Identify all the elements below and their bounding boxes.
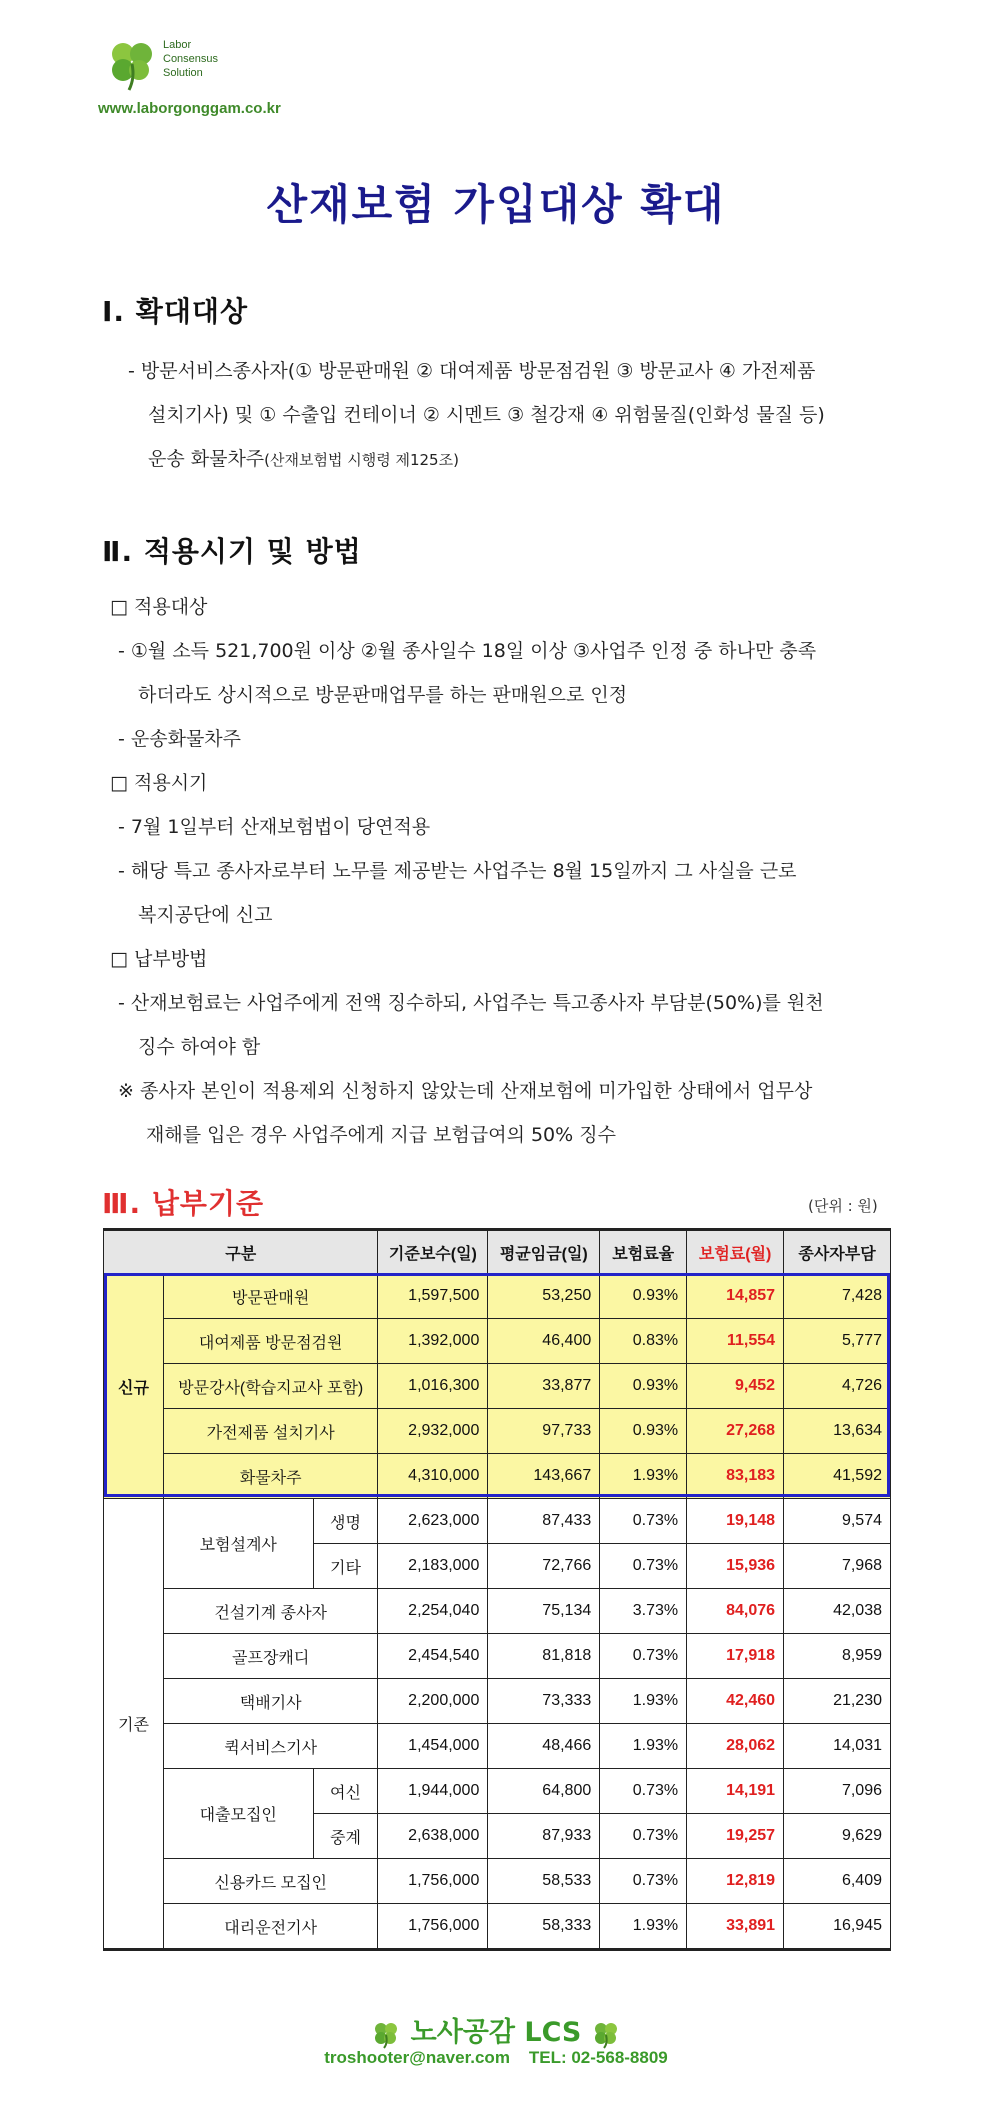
- old-row-avg-wage: 87,433: [488, 1499, 600, 1544]
- old-row-worker-share: 42,038: [784, 1589, 891, 1634]
- section1-line-3: [148, 444, 459, 471]
- row-category: 퀵서비스기사: [163, 1724, 378, 1769]
- table-row: [104, 1859, 891, 1904]
- section3-heading: Ⅲ. 납부기준: [102, 1187, 265, 1220]
- new-row-premium: 14,857: [687, 1274, 784, 1319]
- new-row-avg-wage: 46,400: [488, 1319, 600, 1364]
- old-row-premium: 15,936: [687, 1544, 784, 1589]
- new-row-rate: 0.93%: [600, 1364, 687, 1409]
- old-row-avg-wage: 64,800: [488, 1769, 600, 1814]
- row-category: 대출모집인: [163, 1769, 313, 1859]
- table-row: [104, 1769, 891, 1814]
- old-row-worker-share: 9,574: [784, 1499, 891, 1544]
- row-category: 대여제품 방문점검원: [163, 1319, 378, 1364]
- row-category: 신용카드 모집인: [163, 1859, 378, 1904]
- section2-line-7: - 해당 특고 종사자로부터 노무를 제공받는 사업주는 8월 15일까지 그 사실을 근로: [118, 860, 797, 882]
- clover-icon: [591, 2019, 621, 2049]
- new-row-avg-wage: 97,733: [488, 1409, 600, 1454]
- old-row-avg-wage: 81,818: [488, 1634, 600, 1679]
- logo-text: [163, 38, 218, 80]
- row-category: 가전제품 설치기사: [163, 1409, 378, 1454]
- row-category: 대리운전기사: [163, 1904, 378, 1950]
- new-row-avg-wage: 143,667: [488, 1454, 600, 1499]
- section1-line-1: - 방문서비스종사자(① 방문판매원 ② 대여제품 방문점검원 ③ 방문교사 ④ 가전제품: [128, 360, 816, 382]
- header-avg-wage: 평균임금(일): [488, 1230, 600, 1274]
- footer-brand-text: 노사공감 LCS: [410, 2017, 582, 2048]
- old-row-worker-share: 21,230: [784, 1679, 891, 1724]
- old-row-avg-wage: 58,533: [488, 1859, 600, 1904]
- table-row: [104, 1274, 891, 1319]
- old-row-premium: 42,460: [687, 1679, 784, 1724]
- row-category: 화물차주: [163, 1454, 378, 1499]
- row-subcategory: 기타: [313, 1544, 378, 1589]
- header-base-pay: 기준보수(일): [378, 1230, 488, 1274]
- new-row-worker-share: 41,592: [784, 1454, 891, 1499]
- new-row-avg-wage: 33,877: [488, 1364, 600, 1409]
- new-row-base-pay: 2,932,000: [378, 1409, 488, 1454]
- new-row-rate: 0.93%: [600, 1274, 687, 1319]
- new-row-worker-share: 7,428: [784, 1274, 891, 1319]
- old-row-avg-wage: 58,333: [488, 1904, 600, 1950]
- section2-line-1: □ 적용대상: [110, 596, 208, 618]
- new-row-premium: 83,183: [687, 1454, 784, 1499]
- table-row: [104, 1454, 891, 1499]
- old-row-worker-share: 6,409: [784, 1859, 891, 1904]
- new-row-premium: 27,268: [687, 1409, 784, 1454]
- old-row-base-pay: 1,756,000: [378, 1859, 488, 1904]
- row-category: 방문강사(학습지교사 포함): [163, 1364, 378, 1409]
- old-row-rate: 0.73%: [600, 1814, 687, 1859]
- old-row-rate: 3.73%: [600, 1589, 687, 1634]
- old-row-rate: 0.73%: [600, 1634, 687, 1679]
- table-header-row: [104, 1230, 891, 1274]
- new-row-premium: 9,452: [687, 1364, 784, 1409]
- row-category: 골프장캐디: [163, 1634, 378, 1679]
- old-row-rate: 0.73%: [600, 1769, 687, 1814]
- section2-line-11: 징수 하여야 함: [138, 1036, 261, 1058]
- group-new-label: 신규: [104, 1274, 164, 1499]
- old-row-premium: 14,191: [687, 1769, 784, 1814]
- old-row-worker-share: 16,945: [784, 1904, 891, 1950]
- new-row-avg-wage: 53,250: [488, 1274, 600, 1319]
- section2-line-2: - ①월 소득 521,700원 이상 ②월 종사일수 18일 이상 ③사업주 인정 중 하나만 충족: [118, 640, 817, 662]
- new-row-rate: 0.83%: [600, 1319, 687, 1364]
- old-row-rate: 1.93%: [600, 1724, 687, 1769]
- old-row-base-pay: 1,454,000: [378, 1724, 488, 1769]
- law-reference: (산재보험법 시행령 제125조): [264, 451, 459, 469]
- logo-line-3: Solution: [163, 67, 203, 79]
- row-subcategory: 중계: [313, 1814, 378, 1859]
- old-row-base-pay: 2,623,000: [378, 1499, 488, 1544]
- section2-line-12: ※ 종사자 본인이 적용제외 신청하지 않았는데 산재보험에 미가입한 상태에서 업무상: [118, 1080, 813, 1102]
- footer-brand: [0, 2010, 992, 2049]
- row-category: 보험설계사: [163, 1499, 313, 1589]
- table-row: [104, 1904, 891, 1950]
- header-category: 구분: [104, 1230, 378, 1274]
- table-row: [104, 1499, 891, 1544]
- footer-tel: TEL: 02-568-8809: [528, 2048, 668, 2067]
- header-rate: 보험료율: [600, 1230, 687, 1274]
- old-row-base-pay: 1,756,000: [378, 1904, 488, 1950]
- old-row-avg-wage: 75,134: [488, 1589, 600, 1634]
- new-row-worker-share: 4,726: [784, 1364, 891, 1409]
- old-row-premium: 28,062: [687, 1724, 784, 1769]
- section2-line-4: - 운송화물차주: [118, 728, 242, 750]
- footer-contact: [0, 2048, 992, 2068]
- row-subcategory: 여신: [313, 1769, 378, 1814]
- old-row-worker-share: 8,959: [784, 1634, 891, 1679]
- old-row-base-pay: 2,200,000: [378, 1679, 488, 1724]
- table-row: [104, 1634, 891, 1679]
- old-row-premium: 19,148: [687, 1499, 784, 1544]
- old-row-avg-wage: 73,333: [488, 1679, 600, 1724]
- row-category: 건설기계 종사자: [163, 1589, 378, 1634]
- old-row-base-pay: 1,944,000: [378, 1769, 488, 1814]
- new-row-rate: 1.93%: [600, 1454, 687, 1499]
- section1-line-3-text: 운송 화물차주: [148, 448, 265, 470]
- page-title: 산재보험 가입대상 확대: [266, 180, 726, 229]
- section1-heading: Ⅰ. 확대대상: [102, 295, 248, 328]
- row-category: 방문판매원: [163, 1274, 378, 1319]
- unit-label: (단위 : 원): [808, 1197, 878, 1215]
- row-subcategory: 생명: [313, 1499, 378, 1544]
- old-row-premium: 19,257: [687, 1814, 784, 1859]
- old-row-rate: 1.93%: [600, 1904, 687, 1950]
- clover-icon: [105, 36, 161, 92]
- table-row: [104, 1589, 891, 1634]
- new-row-worker-share: 5,777: [784, 1319, 891, 1364]
- new-row-worker-share: 13,634: [784, 1409, 891, 1454]
- new-row-base-pay: 1,016,300: [378, 1364, 488, 1409]
- table-row: [104, 1724, 891, 1769]
- table-row: [104, 1319, 891, 1364]
- old-row-rate: 1.93%: [600, 1679, 687, 1724]
- old-row-base-pay: 2,638,000: [378, 1814, 488, 1859]
- old-row-premium: 33,891: [687, 1904, 784, 1950]
- old-row-avg-wage: 72,766: [488, 1544, 600, 1589]
- old-row-rate: 0.73%: [600, 1499, 687, 1544]
- header-worker-share: 종사자부담: [784, 1230, 891, 1274]
- old-row-base-pay: 2,454,540: [378, 1634, 488, 1679]
- new-row-rate: 0.93%: [600, 1409, 687, 1454]
- old-row-rate: 0.73%: [600, 1544, 687, 1589]
- old-row-base-pay: 2,254,040: [378, 1589, 488, 1634]
- section2-line-3: 하더라도 상시적으로 방문판매업무를 하는 판매원으로 인정: [138, 684, 628, 706]
- logo: [105, 36, 245, 92]
- section1-line-2: 설치기사) 및 ① 수출입 컨테이너 ② 시멘트 ③ 철강재 ④ 위험물질(인화성 물질 등): [148, 404, 825, 426]
- old-row-worker-share: 9,629: [784, 1814, 891, 1859]
- section2-line-13: 재해를 입은 경우 사업주에게 지급 보험급여의 50% 징수: [146, 1124, 616, 1146]
- section2-heading: Ⅱ. 적용시기 및 방법: [102, 535, 362, 568]
- premium-table: [103, 1228, 891, 1951]
- old-row-rate: 0.73%: [600, 1859, 687, 1904]
- new-row-base-pay: 1,392,000: [378, 1319, 488, 1364]
- old-row-avg-wage: 87,933: [488, 1814, 600, 1859]
- old-row-premium: 12,819: [687, 1859, 784, 1904]
- new-row-premium: 11,554: [687, 1319, 784, 1364]
- section2-line-10: - 산재보험료는 사업주에게 전액 징수하되, 사업주는 특고종사자 부담분(50%)를 원천: [118, 992, 824, 1014]
- table-row: [104, 1364, 891, 1409]
- old-row-premium: 84,076: [687, 1589, 784, 1634]
- table-row: [104, 1409, 891, 1454]
- old-row-worker-share: 14,031: [784, 1724, 891, 1769]
- footer-email[interactable]: troshooter@naver.com: [324, 2048, 510, 2067]
- clover-icon: [371, 2019, 401, 2049]
- section2-line-5: □ 적용시기: [110, 772, 208, 794]
- old-row-base-pay: 2,183,000: [378, 1544, 488, 1589]
- group-old-label: 기존: [104, 1499, 164, 1950]
- old-row-worker-share: 7,968: [784, 1544, 891, 1589]
- table-row: [104, 1679, 891, 1724]
- logo-line-2: Consensus: [163, 53, 219, 65]
- old-row-worker-share: 7,096: [784, 1769, 891, 1814]
- row-category: 택배기사: [163, 1679, 378, 1724]
- new-row-base-pay: 4,310,000: [378, 1454, 488, 1499]
- old-row-avg-wage: 48,466: [488, 1724, 600, 1769]
- new-row-base-pay: 1,597,500: [378, 1274, 488, 1319]
- section2-line-6: - 7월 1일부터 산재보험법이 당연적용: [118, 816, 431, 838]
- logo-line-1: Labor: [163, 39, 192, 51]
- old-row-premium: 17,918: [687, 1634, 784, 1679]
- section2-line-8: 복지공단에 신고: [138, 904, 273, 926]
- site-url[interactable]: www.laborgonggam.co.kr: [98, 100, 281, 117]
- header-premium: 보험료(월): [687, 1230, 784, 1274]
- section2-line-9: □ 납부방법: [110, 948, 208, 970]
